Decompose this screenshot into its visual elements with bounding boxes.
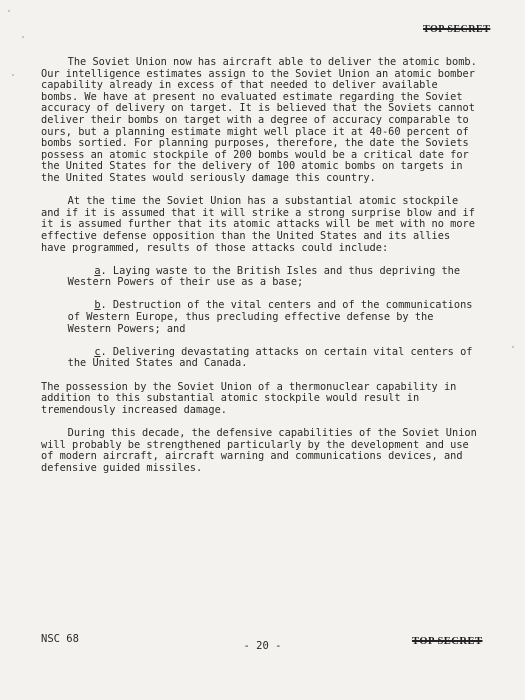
list-item-a: [41, 266, 481, 289]
top-classification-marking: TOP SECRET: [423, 24, 491, 35]
list-item-c-text: . Delivering devastating attacks on certain vital centers of the United States and Canada.: [67, 345, 473, 370]
bottom-classification-marking: TOP SECRET: [412, 636, 483, 647]
list-item-c: [41, 347, 481, 370]
paragraph-thermonuclear: The possession by the Soviet Union of a thermonuclear capability in addition to this substantial atomic stockpile would result in tremendously increased damage.: [41, 380, 457, 416]
paragraph-defensive-capabilities: During this decade, the defensive capabilities of the Soviet Union will probably be strengthened particularly by the development and use of modern aircraft, aircraft warning and communications devices, and defensive guided missiles.: [41, 427, 477, 474]
paragraph-surprise-attack: At the time the Soviet Union has a substantial atomic stockpile and if it is assumed that it will strike a strong surprise blow and if it is assumed further that its atomic attacks will be met with no more effective defense opposition than the United States and its allies have programmed, results of those attacks could include:: [41, 195, 475, 254]
scan-speck: [512, 346, 514, 348]
document-body: [41, 57, 481, 486]
document-id: NSC 68: [41, 633, 79, 645]
list-item-c-letter: c: [94, 345, 101, 358]
page-number: - 20 -: [243, 640, 282, 652]
scan-speck: [12, 74, 14, 76]
list-item-b: [41, 300, 481, 335]
scan-speck: [8, 10, 10, 12]
scan-speck: [22, 36, 24, 38]
list-item-a-letter: a: [94, 264, 101, 277]
list-item-a-text: . Laying waste to the British Isles and thus depriving the Western Powers of their use as a base;: [67, 264, 461, 289]
list-item-b-letter: b: [94, 299, 101, 312]
paragraph-soviet-aircraft: The Soviet Union now has aircraft able to deliver the atomic bomb. Our intelligence estimates assign to the Soviet Union an atomic bomber capability already in excess of that needed to deliver available bombs. We have at present no evaluated estimate regarding the Soviet accuracy of delivery on target. It is believed that the Soviets cannot deliver their bombs on target with a degree of accuracy comparable to ours, but a planning estimate might well place it at 40-60 percent of bombs sortied. For planning purposes, therefore, the date the Soviets possess an atomic stockpile of 200 bombs would be a critical date for the United States for the delivery of 100 atomic bombs on targets in the United States would seriously damage this country.: [41, 56, 477, 184]
list-item-b-text: . Destruction of the vital centers and of the communications of Western Europe, thus precluding effective defense by the Western Powers; and: [67, 299, 473, 335]
